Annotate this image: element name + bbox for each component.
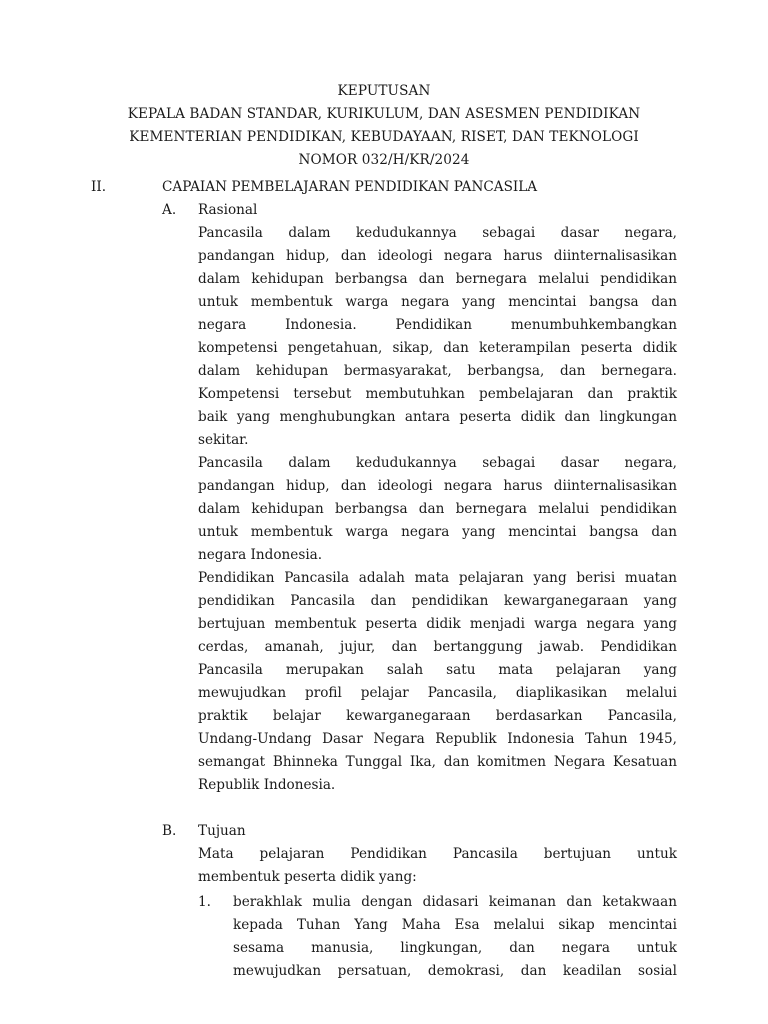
text-line: pandangan hidup, dan ideologi negara harus diinternalisasikan <box>198 478 677 494</box>
section-number: II. <box>91 179 107 195</box>
text-line: Pendidikan Pancasila adalah mata pelajaran yang berisi muatan <box>198 570 677 586</box>
subsection-title-rasional: Rasional <box>198 202 258 218</box>
text-line: semangat Bhinneka Tunggal Ika, dan komitmen Negara Kesatuan <box>198 754 677 770</box>
text-line: baik yang menghubungkan antara peserta didik dan lingkungan <box>198 409 677 425</box>
text-line: mewujudkan profil pelajar Pancasila, diaplikasikan melalui <box>198 685 677 701</box>
text-line: membentuk peserta didik yang: <box>198 869 417 885</box>
header-ministry: KEMENTERIAN PENDIDIKAN, KEBUDAYAAN, RISET, DAN TEKNOLOGI <box>129 129 639 145</box>
list-item <box>233 891 677 983</box>
text-line: pandangan hidup, dan ideologi negara harus diinternalisasikan <box>198 248 677 264</box>
text-line: untuk membentuk warga negara yang mencintai bangsa dan <box>198 294 677 310</box>
rasional-paragraph-2 <box>198 452 677 567</box>
subsection-letter-a: A. <box>162 202 177 218</box>
rasional-paragraph-1 <box>198 222 677 452</box>
text-line: kepada Tuhan Yang Maha Esa melalui sikap mencintai <box>233 917 677 933</box>
text-line: pendidikan Pancasila dan pendidikan kewarganegaraan yang <box>198 593 677 609</box>
header-agency: KEPALA BADAN STANDAR, KURIKULUM, DAN ASESMEN PENDIDIKAN <box>127 106 641 122</box>
header-title: KEPUTUSAN <box>337 83 431 99</box>
subsection-title-tujuan: Tujuan <box>198 823 246 839</box>
text-line: Pancasila dalam kedudukannya sebagai dasar negara, <box>198 225 677 241</box>
rasional-paragraph-3 <box>198 567 677 797</box>
text-line: Mata pelajaran Pendidikan Pancasila bertujuan untuk <box>198 846 677 862</box>
text-line: Pancasila dalam kedudukannya sebagai dasar negara, <box>198 455 677 471</box>
list-item-number: 1. <box>198 894 211 910</box>
text-line: dalam kehidupan berbangsa dan bernegara melalui pendidikan <box>198 501 677 517</box>
text-line: sesama manusia, lingkungan, dan negara untuk <box>233 940 677 956</box>
document-header <box>0 80 768 172</box>
header-decree-number: NOMOR 032/H/KR/2024 <box>298 152 470 168</box>
text-line: untuk membentuk warga negara yang mencintai bangsa dan <box>198 524 677 540</box>
text-line: sekitar. <box>198 432 249 448</box>
text-line: bertujuan membentuk peserta didik menjadi warga negara yang <box>198 616 677 632</box>
text-line: Undang-Undang Dasar Negara Republik Indonesia Tahun 1945, <box>198 731 677 747</box>
text-line: cerdas, amanah, jujur, dan bertanggung jawab. Pendidikan <box>198 639 677 655</box>
text-line: berakhlak mulia dengan didasari keimanan dan ketakwaan <box>233 894 677 910</box>
text-line: Kompetensi tersebut membutuhkan pembelajaran dan praktik <box>198 386 677 402</box>
tujuan-intro <box>198 843 677 889</box>
subsection-letter-b: B. <box>162 823 177 839</box>
text-line: praktik belajar kewarganegaraan berdasarkan Pancasila, <box>198 708 677 724</box>
text-line: negara Indonesia. <box>198 547 323 563</box>
section-title: CAPAIAN PEMBELAJARAN PENDIDIKAN PANCASILA <box>162 179 538 195</box>
text-line: negara Indonesia. Pendidikan menumbuhkembangkan <box>198 317 677 333</box>
text-line: dalam kehidupan berbangsa dan bernegara melalui pendidikan <box>198 271 677 287</box>
text-line: Republik Indonesia. <box>198 777 336 793</box>
text-line: dalam kehidupan bermasyarakat, berbangsa, dan bernegara. <box>198 363 677 379</box>
text-line: kompetensi pengetahuan, sikap, dan keterampilan peserta didik <box>198 340 677 356</box>
text-line: mewujudkan persatuan, demokrasi, dan keadilan sosial <box>233 963 677 979</box>
text-line: Pancasila merupakan salah satu mata pelajaran yang <box>198 662 677 678</box>
